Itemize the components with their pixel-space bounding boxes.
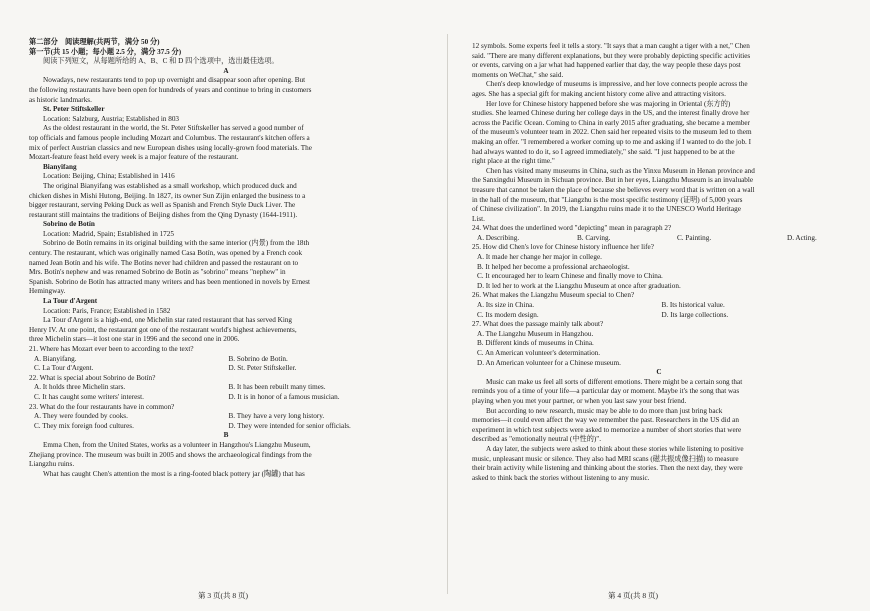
question-23: 23. What do the four restaurants have in common? bbox=[29, 402, 175, 411]
text-line: St. Peter Stiftskeller bbox=[43, 105, 105, 114]
text-line: music, unpleasant music or silence. They also had MRI scans (磁共振成像扫描) to measure bbox=[472, 454, 739, 463]
answer-option: B. Its historical value. bbox=[661, 301, 725, 310]
text-line: right place at the right time." bbox=[472, 157, 555, 166]
text-line: 阅读下列短文，从每题所给的 A、B、C 和 D 四个选项中，选出最佳选项。 bbox=[43, 57, 279, 66]
text-line: mix of perfect Austrian classics and new European dishes using locally-grown food materials. The bbox=[29, 143, 312, 152]
answer-option: B. Carving. bbox=[577, 233, 611, 242]
text-line: Bianyifang bbox=[43, 162, 77, 171]
answer-option: D. Acting. bbox=[787, 233, 817, 242]
text-line: Chen's deep knowledge of museums is impressive, and her love connects people across the bbox=[486, 80, 748, 89]
answer-option: C. It has caught some writers' interest. bbox=[34, 392, 144, 401]
text-line: treasure that cannot be taken the place of because she believes every word that is written on a wall bbox=[472, 185, 755, 194]
text-line: But according to new research, music may be able to do more than just bring back bbox=[486, 406, 723, 415]
answer-option: A. It holds three Michelin stars. bbox=[34, 383, 126, 392]
answer-option: C. An American volunteer's determination. bbox=[477, 349, 601, 357]
option-row bbox=[29, 393, 423, 403]
option-row bbox=[29, 364, 423, 374]
text-line: asked to think back the stories without listening to any music. bbox=[472, 473, 650, 482]
text-line: their brain activity while listening and thinking about the stories. Then the next day, they were bbox=[472, 464, 743, 473]
answer-option: C. They mix foreign food cultures. bbox=[34, 421, 134, 430]
right-page bbox=[472, 42, 846, 483]
text-line: Sobrino de Botín remains in its original building with the same interior (内景) from the 18th bbox=[43, 239, 310, 248]
question-25-options bbox=[472, 253, 846, 291]
text-line: Liangzhu ruins. bbox=[29, 460, 75, 469]
text-line: A day later, the subjects were asked to think about these stories while listening to positive bbox=[486, 444, 744, 453]
text-line: playing when you met your partner, or when you last saw your best friend. bbox=[472, 396, 687, 405]
option-row bbox=[472, 301, 846, 311]
text-line: As the oldest restaurant in the world, the St. Peter Stiftskeller has served a good number of bbox=[43, 124, 304, 133]
answer-option: A. It made her change her major in college. bbox=[477, 253, 602, 262]
answer-option: A. Describing. bbox=[477, 233, 520, 242]
passage-c-heading: C bbox=[656, 368, 662, 377]
text-line: in the hall of the museum, that "Liangzhu is the most specific testimony (证明) of 5,000 years bbox=[472, 195, 743, 204]
question-23-options bbox=[29, 412, 423, 431]
answer-option: B. Different kinds of museums in China. bbox=[477, 339, 594, 348]
passage-b-heading: B bbox=[223, 431, 229, 440]
text-line: restaurant still maintains the traditions of Beijing dishes from the Qing Dynasty (1644-1911). bbox=[29, 210, 298, 219]
option-row bbox=[29, 383, 423, 393]
text-line: ages. She has a special gift for making ancient history come alive and attracting visitors. bbox=[472, 89, 726, 98]
text-line: century. The restaurant, which was originally named Casa Botín, was opened by a French cook bbox=[29, 249, 303, 258]
text-line: Location: Salzburg, Austria; Established in 803 bbox=[43, 114, 180, 123]
page-number-right: 第 4 页(共 8 页) bbox=[608, 591, 658, 600]
option-row bbox=[29, 422, 423, 432]
option-row bbox=[29, 412, 423, 422]
question-22-options bbox=[29, 383, 423, 402]
text-line: Henry IV. At one point, the restaurant got one of the restaurant world's highest achievements, bbox=[29, 325, 297, 334]
answer-option: D. Its large collections. bbox=[661, 310, 729, 319]
text-line: the Sanxingdui Museum in Sichuan province. But in her eyes, Liangzhu Museum is an invaluable bbox=[472, 176, 754, 185]
answer-option: D. It led her to work at the Liangzhu Museum at once after graduation. bbox=[477, 281, 681, 290]
answer-option: D. St. Peter Stiftskeller. bbox=[228, 364, 297, 373]
text-line: of Chinese civilization". In 2019, the Liangzhu ruins made it to the UNESCO World Heritage bbox=[472, 205, 741, 214]
text-line: Location: Paris, France; Established in 1582 bbox=[43, 306, 171, 315]
text-line: had always wanted to do it, so I agreed immediately," she said. "I just happened to be at the bbox=[472, 147, 735, 156]
text-line: experiment in which test subjects were asked to memorize a number of short stories that were bbox=[472, 425, 742, 434]
page-number-left: 第 3 页(共 8 页) bbox=[198, 591, 248, 600]
answer-option: C. Its modern design. bbox=[477, 310, 539, 319]
answer-option: A. They were founded by cooks. bbox=[34, 412, 128, 421]
text-line: as historic landmarks. bbox=[29, 95, 92, 104]
answer-option: B. Sobrino de Botín. bbox=[228, 354, 288, 363]
text-line: La Tour d'Argent bbox=[43, 297, 98, 306]
text-line: chicken dishes in Mishi Hutong, Beijing. In 1827, its owner Sun Zijin enlarged the business to a bbox=[29, 191, 306, 200]
passage-b-start bbox=[29, 441, 423, 479]
text-line: memories—it could even affect the way we remember the past. Researchers in the US did an bbox=[472, 416, 739, 425]
text-line: Chen has visited many museums in China, such as the Yinxu Museum in Henan province and bbox=[486, 166, 755, 175]
answer-option: D. An American volunteer for a Chinese museum. bbox=[477, 358, 621, 367]
answer-option: C. It encouraged her to learn Chinese and finally move to China. bbox=[477, 272, 663, 281]
question-24-options bbox=[472, 234, 846, 244]
text-line: Spanish. Sobrino de Botín has attracted many writers and has been mentioned in novels by Ernest bbox=[29, 277, 311, 286]
left-page bbox=[29, 38, 423, 479]
option-row bbox=[29, 355, 423, 365]
text-line: Location: Madrid, Spain; Established in 1725 bbox=[43, 229, 174, 238]
answer-option: D. They were intended for senior officials. bbox=[228, 421, 351, 430]
answer-option: A. Bianyifang. bbox=[34, 354, 77, 363]
text-line: said. "There are many different explanations, but they were probably depicting specific activities bbox=[472, 51, 751, 60]
question-25: 25. How did Chen's love for Chinese history influence her life? bbox=[472, 243, 654, 252]
text-line: Nowadays, new restaurants tend to pop up overnight and disappear soon after opening. But bbox=[43, 76, 306, 85]
text-line: Zhejiang province. The museum was built in 2005 and shows the archaeological findings from the bbox=[29, 450, 312, 459]
answer-option: C. La Tour d'Argent. bbox=[34, 364, 94, 373]
text-line: 24. What does the underlined word "depicting" mean in paragraph 2? bbox=[472, 224, 672, 233]
text-line: across the Pacific Ocean. Coming to China in early 2015 after graduating, she became a member bbox=[472, 118, 751, 127]
text-line: bigger restaurant, serving Peking Duck as well as Spanish and French Style Duck Liver. The bbox=[29, 201, 296, 210]
text-line: the following restaurants have been open for hundreds of years and continue to bring in customers bbox=[29, 85, 312, 94]
text-line: or events, carving on a jar what had happened earlier that day, the way people these days post bbox=[472, 61, 741, 70]
question-26: 26. What makes the Liangzhu Museum special to Chen? bbox=[472, 291, 635, 300]
passage-a bbox=[29, 38, 423, 355]
text-line: Mozart-feature feast held every week is a major feature of the restaurant. bbox=[29, 153, 239, 162]
text-line: 21. Where has Mozart ever been to according to the text? bbox=[29, 345, 194, 353]
text-line: top officials and famous people including Mozart and Columbus. The restaurant's kitchen offers a bbox=[29, 133, 310, 142]
text-line: Hemingway. bbox=[29, 287, 66, 296]
question-22: 22. What is special about Sobrino de Botín? bbox=[29, 373, 156, 382]
text-line: moments on WeChat," she said. bbox=[472, 70, 564, 79]
text-line: 第二部分 阅读理解(共两节，满分 50 分) bbox=[29, 38, 160, 46]
answer-option: B. They have a very long history. bbox=[228, 412, 325, 421]
passage-c bbox=[472, 378, 846, 484]
text-line: La Tour d'Argent is a high-end, one Michelin star rated restaurant that has served King bbox=[43, 316, 293, 325]
text-line: Her love for Chinese history happened before she was majoring in Oriental (东方的) bbox=[486, 99, 731, 108]
text-line: Location: Beijing, China; Established in 1416 bbox=[43, 172, 175, 181]
text-line: What has caught Chen's attention the most is a ring-footed black pottery jar (陶罐) that has bbox=[43, 469, 305, 478]
option-row bbox=[472, 311, 846, 321]
text-line: The original Bianyifang was established as a small workshop, which produced duck and bbox=[43, 181, 297, 190]
text-line: 第一节(共 15 小题；每小题 2.5 分，满分 37.5 分) bbox=[29, 47, 182, 56]
question-21-options bbox=[29, 355, 423, 374]
text-line: A bbox=[223, 66, 229, 75]
answer-option: B. It has been rebuilt many times. bbox=[228, 383, 326, 392]
text-line: named Jean Botín and his wife. The Botíns never had children and passed the restaurant on to bbox=[29, 258, 299, 267]
answer-option: B. It helped her become a professional archaeologist. bbox=[477, 262, 630, 271]
answer-option: C. Painting. bbox=[677, 233, 712, 242]
text-line: 12 symbols. Some experts feel it tells a story. "It says that a man caught a tiger with a net," Chen bbox=[472, 42, 750, 50]
text-line: Mrs. Botín's nephew and was renamed Sobrino de Botín as "sobrino" means "nephew" in bbox=[29, 268, 286, 277]
text-line: studies. She learned Chinese during her college days in the US, and the interest finally drove her bbox=[472, 109, 750, 118]
text-line: reminds you of a time of your life—a particular day or moment. Maybe it's the song that was bbox=[472, 387, 740, 396]
question-26-options bbox=[472, 301, 846, 320]
text-line: making an offer. "I remembered a worker coming up to me and asking if I wanted to do the job. I bbox=[472, 137, 752, 146]
answer-option: A. The Liangzhu Museum in Hangzhou. bbox=[477, 329, 594, 338]
answer-option: A. Its size in China. bbox=[477, 301, 535, 310]
text-line: List. bbox=[472, 214, 485, 223]
question-27-options bbox=[472, 330, 846, 368]
passage-b-continued bbox=[472, 42, 846, 234]
answer-option: D. It is in honor of a famous musician. bbox=[228, 392, 340, 401]
question-27: 27. What does the passage mainly talk about? bbox=[472, 320, 604, 329]
text-line: of the museum's volunteer team in 2022. Chen said her repeated visits to the museum led to them bbox=[472, 128, 752, 137]
text-line: Emma Chen, from the United States, works as a volunteer in Hangzhou's Liangzhu Museum, bbox=[43, 440, 311, 449]
text-line: three Michelin stars—it lost one star in 1996 and the second one in 2006. bbox=[29, 335, 240, 344]
text-line: Music can make us feel all sorts of different emotions. There might be a certain song that bbox=[486, 377, 743, 386]
text-line: Sobrino de Botín bbox=[43, 220, 95, 229]
column-divider bbox=[447, 34, 448, 594]
text-line: described as "emotionally neutral (中性的)". bbox=[472, 435, 602, 444]
